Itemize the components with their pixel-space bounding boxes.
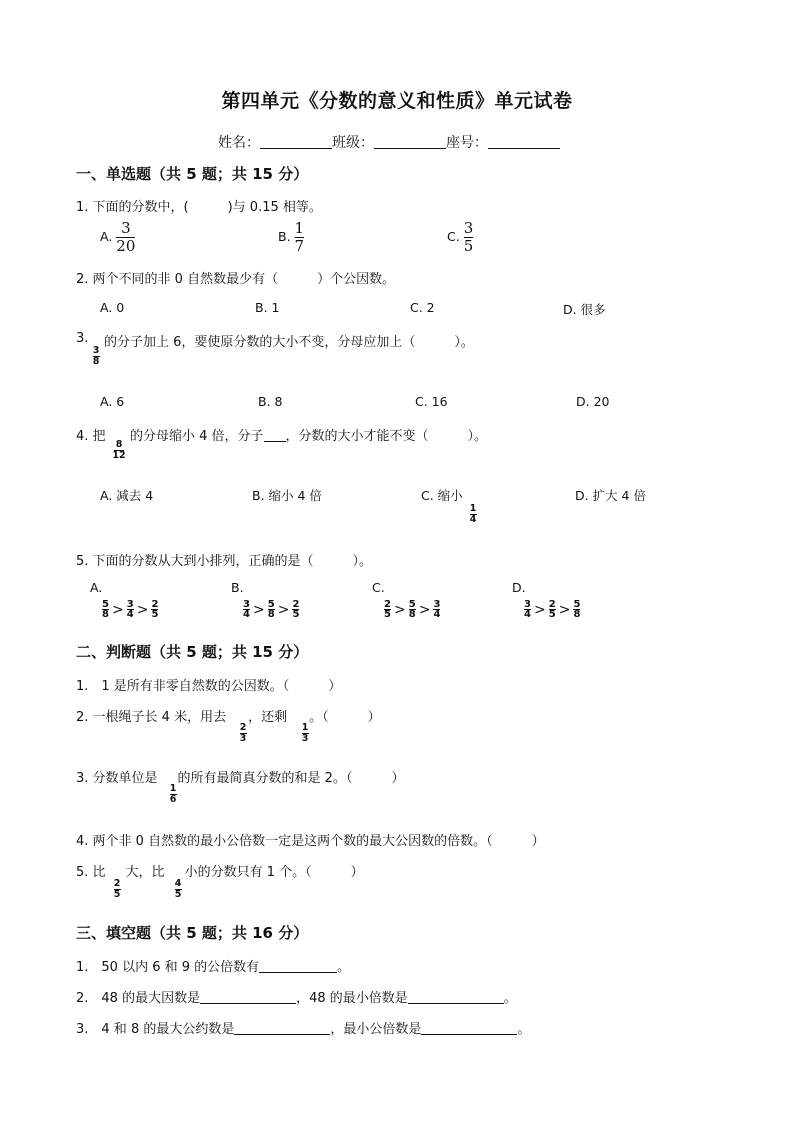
section-heading-true-false: 二、判断题（共 5 题；共 15 分） — [76, 643, 309, 661]
mc-question-4: 的分母缩小 4 倍，分子 ，分数的大小才能不变（ ）。 — [130, 429, 488, 444]
answer-blank[interactable] — [200, 990, 296, 1004]
fraction: $\frac{3}{20}$ — [116, 219, 136, 255]
mc-q3-option-c[interactable]: C. 16 — [415, 394, 448, 409]
answer-blank[interactable] — [408, 990, 504, 1004]
fraction: 4 5 — [174, 878, 182, 900]
mc-q4-option-b[interactable]: B. 缩小 4 倍 — [252, 488, 322, 503]
tf-question-4: 4. 两个非 0 自然数的最小公倍数一定是这两个数的最大公因数的倍数。（ ） — [76, 834, 545, 849]
fraction: 2 3 — [239, 722, 247, 744]
fraction: 3 8 — [92, 345, 100, 367]
mc-q5-option-b[interactable]: B. 3 4 > 5 8 > 2 5 — [231, 580, 300, 620]
class-blank[interactable] — [374, 134, 446, 149]
fraction: 1 3 — [301, 722, 309, 744]
fraction: 8 12 — [112, 439, 126, 461]
fraction-order: 2 5 > 5 8 > 3 4 — [384, 599, 441, 620]
fraction-order: 3 4 > 2 5 > 5 8 — [524, 599, 581, 620]
name-blank[interactable] — [260, 134, 332, 149]
mc-question-2: 2. 两个不同的非 0 自然数最少有（ ）个公因数。 — [76, 272, 396, 287]
tf-question-2: 2. 一根绳子长 4 米，用去 ，还剩 。（ ） — [76, 710, 381, 725]
fraction: 2 5 — [113, 878, 121, 900]
mc-question-1: 1. 下面的分数中，( )与 0.15 相等。 — [76, 200, 322, 215]
answer-blank[interactable] — [259, 959, 337, 973]
fill-question-1: 1. 50 以内 6 和 9 的公倍数有 。 — [76, 960, 351, 975]
fraction: 1 4 — [469, 503, 477, 525]
mc-q1-option-a[interactable]: A. $\frac{3}{20}$ — [100, 219, 136, 255]
mc-q4-option-c[interactable]: C. 缩小 — [421, 488, 463, 503]
fraction: $\frac{3}{5}$ — [463, 219, 474, 255]
mc-q2-option-a[interactable]: A. 0 — [100, 300, 125, 315]
mc-q2-option-d[interactable]: D. 很多 — [563, 302, 606, 317]
section-heading-single-choice: 一、单选题（共 5 题；共 15 分） — [76, 165, 309, 183]
student-info-line — [218, 132, 560, 152]
class-label: 班级： — [332, 135, 374, 151]
mc-q3-option-b[interactable]: B. 8 — [258, 394, 283, 409]
tf-question-1: 1. 1 是所有非零自然数的公因数。（ ） — [76, 679, 342, 694]
fraction: 1 6 — [169, 783, 177, 805]
mc-question-5: 5. 下面的分数从大到小排列，正确的是（ ）。 — [76, 554, 373, 569]
mc-q5-option-c[interactable]: C. 2 5 > 5 8 > 3 4 — [372, 580, 441, 620]
mc-q5-option-a[interactable]: A. 5 8 > 3 4 > 2 5 — [90, 580, 159, 620]
mc-q2-option-b[interactable]: B. 1 — [255, 300, 280, 315]
mc-question-3: 的分子加上 6，要使原分数的大小不变，分母应加上（ ）。 — [104, 335, 474, 350]
answer-blank[interactable] — [264, 428, 286, 442]
tf-question-3: 3. 分数单位是 的所有最简真分数的和是 2。（ ） — [76, 771, 405, 786]
mc-q1-option-c[interactable]: C. $\frac{3}{5}$ — [447, 219, 474, 255]
mc-q3-number: 3. — [76, 331, 89, 346]
name-label: 姓名： — [218, 135, 260, 151]
mc-q4-option-a[interactable]: A. 减去 4 — [100, 488, 154, 503]
fill-question-3: 3. 4 和 8 的最大公约数是 ，最小公倍数是 。 — [76, 1022, 531, 1037]
mc-q2-option-c[interactable]: C. 2 — [410, 300, 435, 315]
tf-question-5: 5. 比 大，比 小的分数只有 1 个。（ ） — [76, 865, 364, 880]
mc-q4-option-d[interactable]: D. 扩大 4 倍 — [575, 488, 646, 503]
mc-q4-prefix: 4. 把 — [76, 429, 106, 444]
fraction-order: 3 4 > 5 8 > 2 5 — [243, 599, 300, 620]
mc-q3-option-a[interactable]: A. 6 — [100, 394, 125, 409]
fill-question-2: 2. 48 的最大因数是 ，48 的最小倍数是 。 — [76, 991, 517, 1006]
mc-q3-option-d[interactable]: D. 20 — [576, 394, 610, 409]
page-title: 第四单元《分数的意义和性质》单元试卷 — [221, 90, 573, 112]
mc-q1-option-b[interactable]: B. $\frac{1}{7}$ — [278, 219, 305, 255]
fraction: $\frac{1}{7}$ — [294, 219, 305, 255]
answer-blank[interactable] — [234, 1021, 330, 1035]
fraction-order: 5 8 > 3 4 > 2 5 — [102, 599, 159, 620]
seat-blank[interactable] — [488, 134, 560, 149]
section-heading-fill-blank: 三、填空题（共 5 题；共 16 分） — [76, 924, 309, 942]
mc-q5-option-d[interactable]: D. 3 4 > 2 5 > 5 8 — [512, 580, 581, 620]
answer-blank[interactable] — [421, 1021, 517, 1035]
seat-label: 座号： — [446, 135, 488, 151]
